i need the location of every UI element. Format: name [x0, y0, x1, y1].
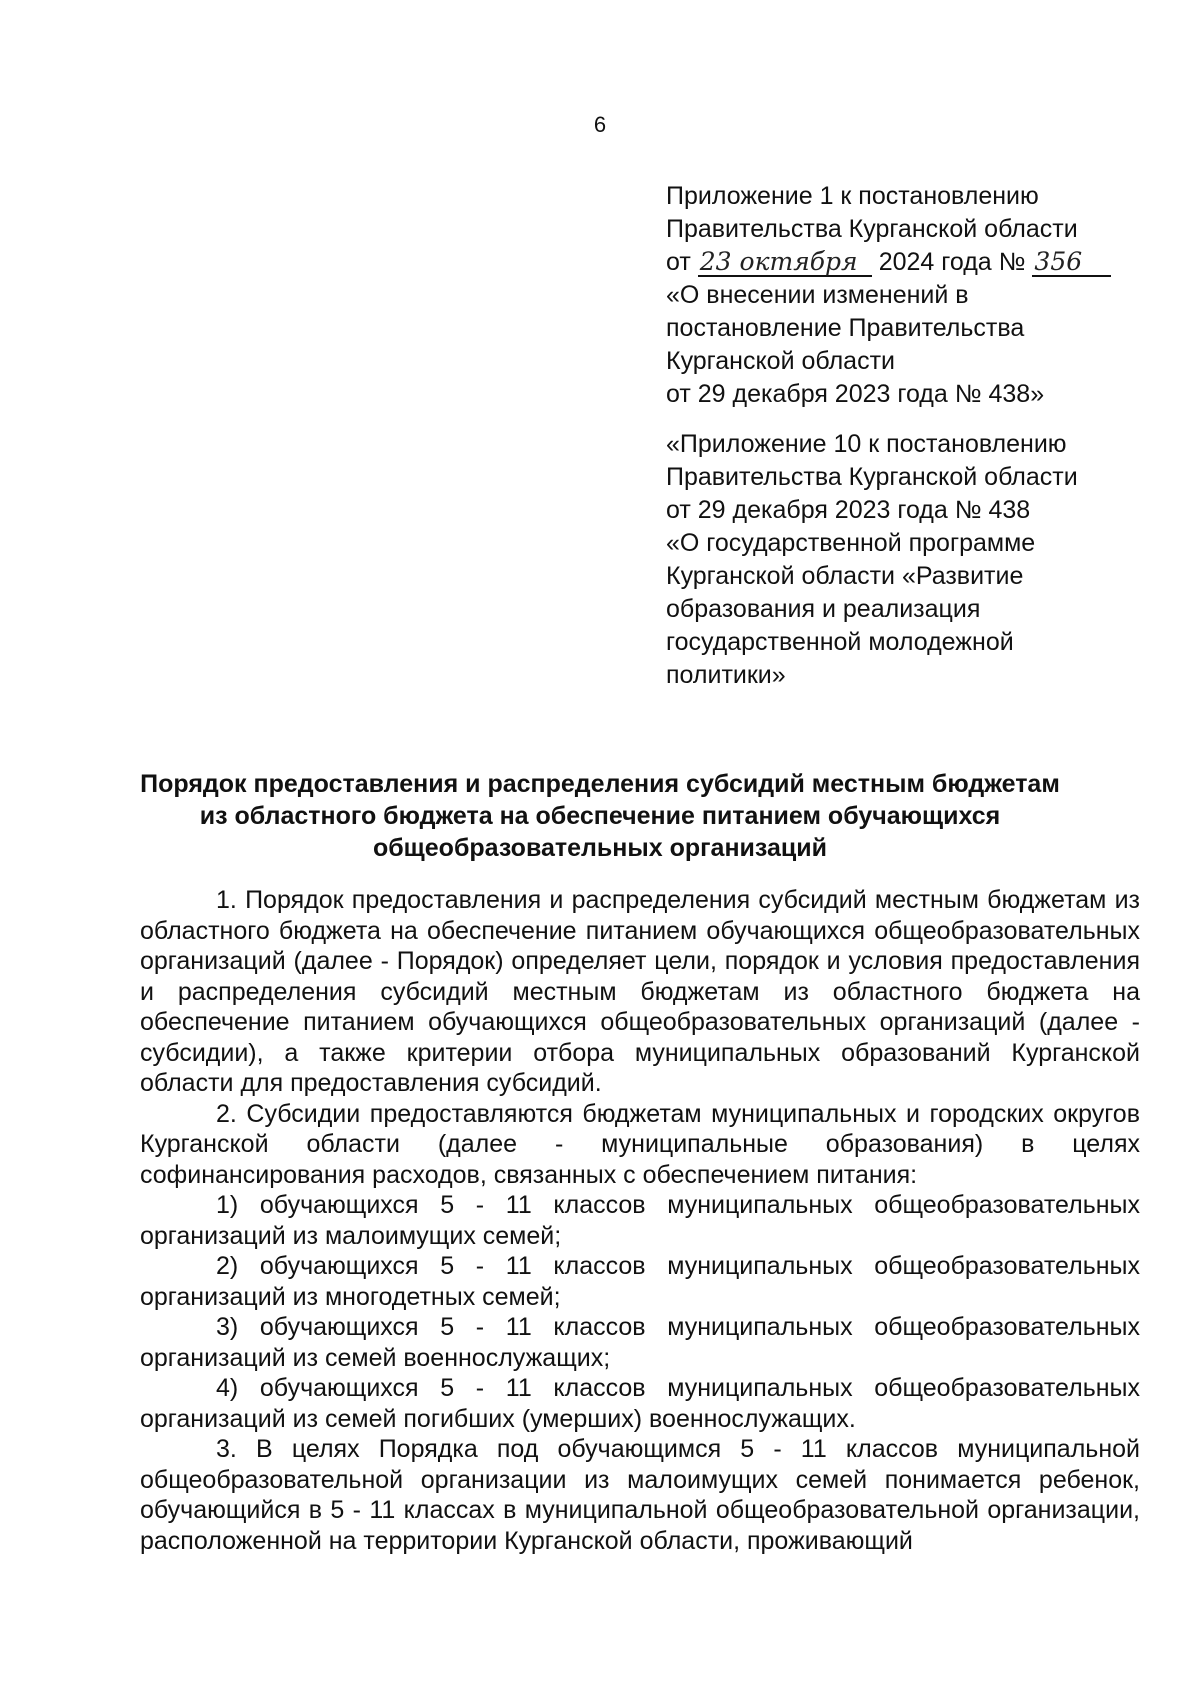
paragraph-2-item-4: 4) обучающихся 5 - 11 классов муниципальных общеобразовательных организаций из семей погибших (умерших) военнослужащих.	[140, 1374, 1140, 1433]
paragraph-2-item-3: 3) обучающихся 5 - 11 классов муниципальных общеобразовательных организаций из семей военнослужащих;	[140, 1313, 1140, 1372]
paragraph-3: 3. В целях Порядка под обучающимся 5 - 11 классов муниципальной общеобразовательной организации из малоимущих семей понимается ребенок, обучающийся в 5 - 11 классах в муниципальной общеобразовательной организации, расположенной на территории Курганской области, проживающий	[140, 1435, 1140, 1555]
title-line: из областного бюджета на обеспечение питанием обучающихся	[199, 802, 1001, 830]
document-title	[100, 768, 1100, 864]
date-prefix: от	[666, 248, 691, 276]
appendix-10-line: Правительства Курганской области	[666, 463, 1078, 491]
handwritten-number: 356	[1032, 249, 1111, 277]
appendix-10-line: от 29 декабря 2023 года № 438	[666, 496, 1031, 524]
document-body	[140, 885, 1140, 1556]
year-text: 2024 года №	[878, 248, 1026, 276]
title-line: Порядок предоставления и распределения субсидий местным бюджетам	[140, 770, 1060, 798]
appendix-10-line: государственной молодежной	[666, 628, 1014, 656]
paragraph-2-item-2: 2) обучающихся 5 - 11 классов муниципальных общеобразовательных организаций из многодетных семей;	[140, 1252, 1140, 1311]
appendix-1-line: «О внесении изменений в	[666, 281, 969, 309]
appendix-1-line: от 29 декабря 2023 года № 438»	[666, 380, 1045, 408]
appendix-1-line: Курганской области	[666, 347, 896, 375]
appendix-10-line: Курганской области «Развитие	[666, 562, 1024, 590]
handwritten-date: 23 октября	[698, 249, 872, 277]
appendix-10-header	[666, 428, 1166, 692]
page-number: 6	[593, 112, 607, 137]
paragraph-2: 2. Субсидии предоставляются бюджетам муниципальных и городских округов Курганской области (далее - муниципальные образования) в целях софинансирования расходов, связанных с обеспечением питания:	[140, 1099, 1140, 1189]
paragraph-1: 1. Порядок предоставления и распределения субсидий местным бюджетам из областного бюджета на обеспечение питанием обучающихся общеобразовательных организаций (далее - Порядок) определяет цели, порядок и условия предоставления и распределения субсидий местным бюджетам из областного бюджета на обеспечение питанием обучающихся общеобразовательных организаций (далее - субсидии), а также критерии отбора муниципальных образований Курганской области для предоставления субсидий.	[140, 886, 1140, 1097]
appendix-10-line: «Приложение 10 к постановлению	[666, 430, 1067, 458]
paragraph-2-item-1: 1) обучающихся 5 - 11 классов муниципальных общеобразовательных организаций из малоимущих семей;	[140, 1191, 1140, 1250]
appendix-1-date-line	[666, 246, 1166, 279]
appendix-1-line: постановление Правительства	[666, 314, 1025, 342]
appendix-10-line: образования и реализация	[666, 595, 981, 623]
appendix-10-line: политики»	[666, 661, 786, 689]
appendix-10-line: «О государственной программе	[666, 529, 1036, 557]
appendix-1-header	[666, 180, 1166, 411]
appendix-1-line: Приложение 1 к постановлению	[666, 182, 1039, 210]
appendix-1-line: Правительства Курганской области	[666, 215, 1078, 243]
title-line: общеобразовательных организаций	[372, 834, 828, 862]
